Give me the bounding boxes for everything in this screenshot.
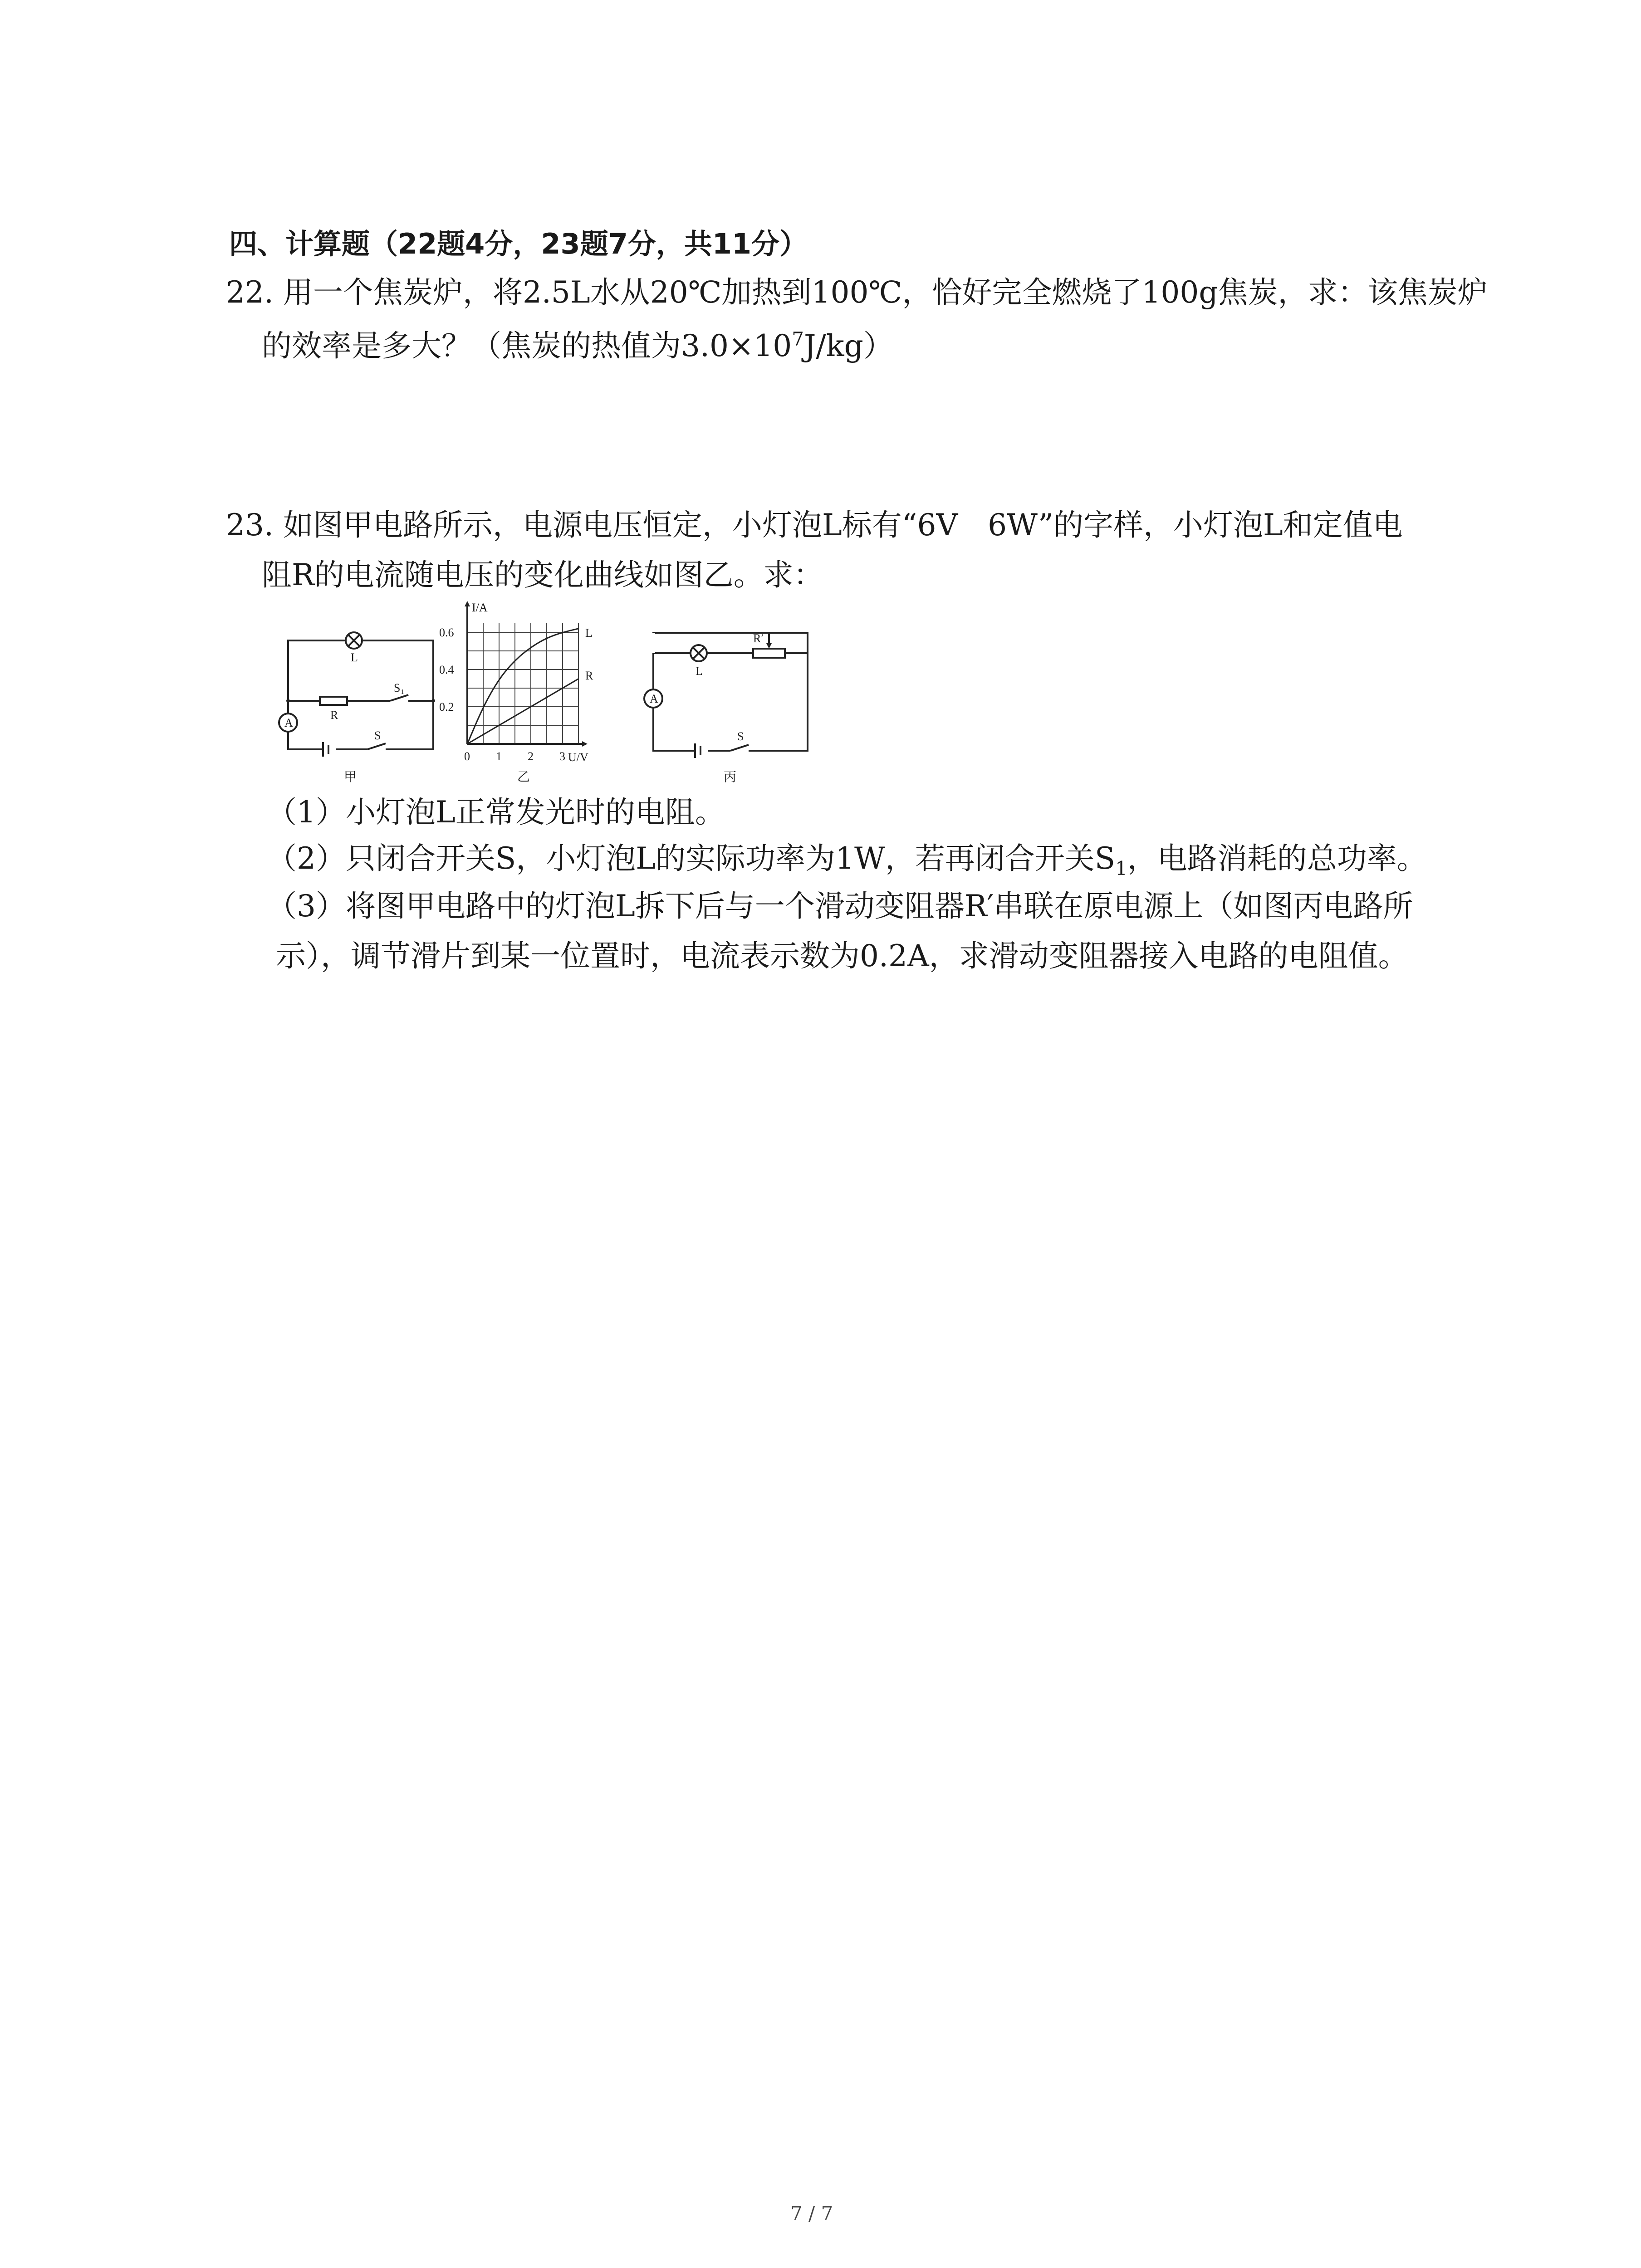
page-number: 7 / 7 xyxy=(790,2202,833,2224)
jia-ammeter-label: A xyxy=(284,716,293,729)
jia-switch-label: S xyxy=(374,729,381,742)
chart-y-label: I/A xyxy=(472,601,488,614)
bing-caption: 丙 xyxy=(724,770,737,784)
x-tick-label: 0 xyxy=(464,750,470,763)
q23-line2: 阻R的电流随电压的变化曲线如图乙。求： xyxy=(262,557,823,592)
chart-x-arrow xyxy=(582,741,588,747)
bing-ammeter-label: A xyxy=(650,692,658,705)
x-tick-label: 2 xyxy=(528,750,534,763)
chart-L-label: L xyxy=(585,626,593,640)
q23-sub3-line1: （3）将图甲电路中的灯泡L拆下后与一个滑动变阻器R′串联在原电源上（如图丙电路所 xyxy=(267,889,1413,924)
figures xyxy=(272,590,862,798)
q23-sub2 xyxy=(267,841,1427,880)
bing-rheostat-label: R′ xyxy=(753,632,764,645)
chart-x-label: U/V xyxy=(568,751,588,764)
q22-line1: 22. 用一个焦炭炉，将2.5L水从20℃加热到100℃，恰好完全燃烧了100g焦炭，求：该焦炭炉 xyxy=(226,275,1488,310)
q23-sub2-tail: ，电路消耗的总功率。 xyxy=(1127,841,1427,876)
q23-sub2-subscript: 1 xyxy=(1115,857,1127,880)
circuit-bing xyxy=(644,632,808,784)
q22-line2 xyxy=(262,330,893,361)
x-tick-label: 1 xyxy=(496,750,502,763)
q23-sub2-text: （2）只闭合开关S，小灯泡L的实际功率为1W，若再闭合开关S xyxy=(267,841,1116,876)
q23-line1: 23. 如图甲电路所示，电源电压恒定，小灯泡L标有“6V 6W”的字样，小灯泡L和定值电 xyxy=(226,508,1403,543)
series-L-curve xyxy=(467,629,578,744)
x-tick-label: 3 xyxy=(559,750,565,763)
q22-line2-unit: J/kg） xyxy=(803,328,893,363)
jia-caption: 甲 xyxy=(344,770,357,784)
bing-lamp-label: L xyxy=(696,665,703,678)
chart-grid xyxy=(467,623,578,744)
y-tick-label: 0.2 xyxy=(439,700,454,714)
jia-resistor-label: R xyxy=(330,709,338,722)
circuit-jia xyxy=(279,632,435,784)
q23-sub3-line2: 示），调节滑片到某一位置时，电流表示数为0.2A，求滑动变阻器接入电路的电阻值。 xyxy=(276,938,1408,973)
q22-line2-text: 的效率是多大？（焦炭的热值为3.0×10 xyxy=(262,328,792,363)
chart-y-arrow xyxy=(465,601,470,606)
chart-R-label: R xyxy=(585,669,593,682)
section-title: 四、计算题（22题4分，23题7分，共11分） xyxy=(229,227,808,260)
y-tick-label: 0.4 xyxy=(439,663,454,676)
y-tick-label: 0.6 xyxy=(439,626,454,639)
q22-exponent: 7 xyxy=(792,328,804,350)
jia-switch1-label: S₁ xyxy=(394,681,405,694)
yi-caption: 乙 xyxy=(517,770,530,784)
chart-yi xyxy=(439,601,593,784)
bing-switch-label: S xyxy=(737,730,744,743)
series-R-line xyxy=(467,679,578,744)
jia-lamp-label: L xyxy=(351,651,358,664)
q23-sub1: （1）小灯泡L正常发光时的电阻。 xyxy=(267,795,725,830)
